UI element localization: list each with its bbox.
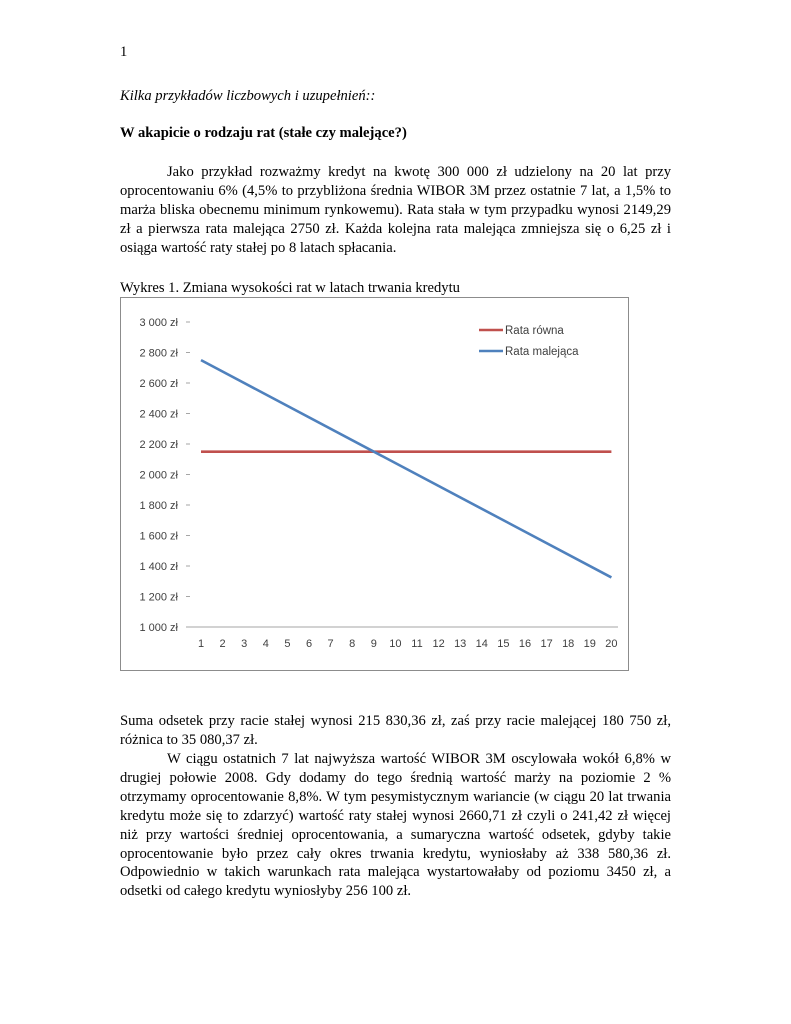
x-tick-label: 1 [197, 638, 205, 650]
x-tick-label: 19 [583, 638, 596, 650]
x-tick-label: 5 [284, 638, 291, 650]
x-tick-label: 6 [305, 638, 313, 650]
legend-label-2: Rata malejąca [505, 346, 579, 358]
chart-caption: Wykres 1. Zmiana wysokości rat w latach trwania kredytu [120, 280, 460, 296]
y-tick-label: 1 200 zł [139, 591, 178, 604]
x-tick-label: 14 [475, 638, 488, 650]
page-number: 1 [120, 44, 128, 60]
x-tick-label: 11 [411, 638, 423, 650]
legend-label-1: Rata równa [505, 325, 564, 337]
y-tick-label: 2 200 zł [139, 439, 178, 451]
x-tick-label: 3 [241, 638, 248, 650]
y-tick-label: 3 000 zł [139, 317, 178, 329]
y-tick-label: 2 400 zł [139, 408, 178, 421]
y-tick-label: 1 000 zł [139, 622, 178, 634]
x-tick-label: 15 [497, 638, 510, 650]
x-tick-label: 18 [562, 638, 575, 650]
x-tick-label: 7 [327, 638, 334, 650]
section-heading: W akapicie o rodzaju rat (stałe czy malejące?) [120, 125, 407, 141]
x-tick-label: 4 [262, 638, 269, 650]
y-tick-label: 1 600 zł [139, 530, 178, 543]
x-tick-label: 16 [518, 638, 532, 650]
x-tick-label: 10 [389, 638, 402, 650]
y-tick-label: 2 000 zł [139, 469, 178, 482]
x-tick-label: 2 [219, 638, 226, 650]
y-tick-label: 2 800 zł [139, 347, 178, 360]
intro-text: Kilka przykładów liczbowych i uzupełnień:: [120, 88, 376, 104]
paragraph-1: Jako przykład rozważmy kredyt na kwotę 300 000 zł udzielony na 20 lat przy oprocentowaniu 6% (4,5% to przybliżona średnia WIBOR 3M przez ostatnie 7 lat, a 1,5% to marża bliska obecnemu minimum rynkowemu). Rata stała w tym przypadku wynosi 2149,29 zł a pierwsza rata malejąca 2750 zł. Każda kolejna rata malejąca zmniejsza się o 6,25 zł i osiąga wartość raty stałej po 8 latach spłacania. [120, 164, 671, 256]
paragraph-3: W ciągu ostatnich 7 lat najwyższa wartość WIBOR 3M oscylowała wokół 6,8% w drugiej połowie 2008. Gdy dodamy do tego średnią wartość marży na poziomie 2 % otrzymamy oprocentowanie 8,8%. W tym pesymistycznym wariancie (w ciągu 20 lat trwania kredytu może się to zdarzyć) wartość raty stałej wynosi 2660,71 zł czyli o 241,42 zł więcej niż przy wartości średniej oprocentowania, a sumaryczna wartość odsetek, gdyby takie oprocentowanie było przez cały okres trwania kredytu, wyniosłaby aż 338 580,36 zł. Odpowiednio w takich warunkach rata malejąca wystartowałaby od poziomu 3450 zł, a odsetki od całego kredytu wyniosłyby 256 100 zł. [120, 751, 671, 900]
chart [120, 297, 629, 671]
x-tick-label: 8 [349, 638, 356, 650]
x-tick-label: 17 [540, 638, 553, 650]
y-tick-label: 2 600 zł [139, 378, 178, 390]
series-line-2 [201, 360, 611, 577]
y-tick-label: 1 400 zł [139, 561, 178, 573]
y-tick-label: 1 800 zł [139, 500, 178, 512]
chart-svg [121, 298, 628, 670]
x-tick-label: 13 [454, 638, 467, 650]
x-tick-label: 20 [605, 638, 618, 650]
paragraph-2: Suma odsetek przy racie stałej wynosi 215 830,36 zł, zaś przy racie malejącej 180 750 zł, różnica to 35 080,37 zł. [120, 713, 671, 748]
x-tick-label: 12 [432, 638, 445, 650]
x-tick-label: 9 [370, 638, 377, 650]
